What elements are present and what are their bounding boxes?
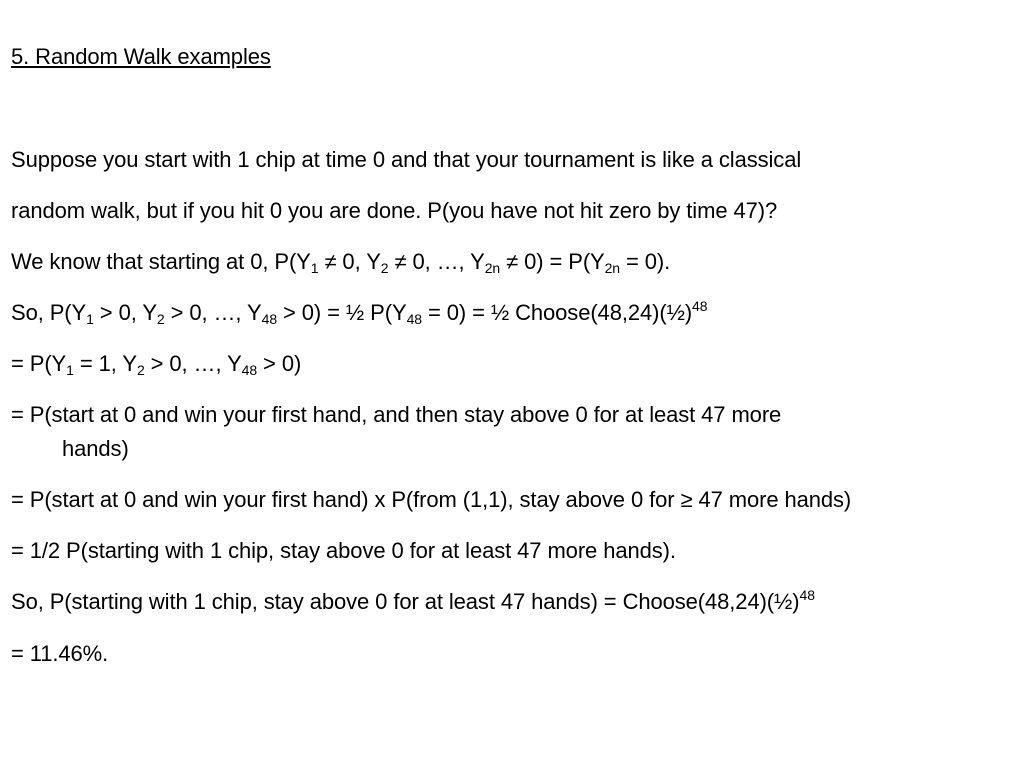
subscript: 2 <box>136 362 145 378</box>
text-line-3 <box>11 249 670 275</box>
slide-title: 5. Random Walk examples <box>11 44 271 69</box>
subscript: 48 <box>241 362 258 378</box>
text-line-5 <box>11 351 301 377</box>
text-run: ≠ 0, …, Y <box>388 249 485 274</box>
superscript: 48 <box>692 298 708 314</box>
text-line-2: random walk, but if you hit 0 you are done. P(you have not hit zero by time 47)? <box>11 198 778 223</box>
subscript: 2 <box>380 260 389 276</box>
text-line-9 <box>11 589 815 615</box>
text-line-1: Suppose you start with 1 chip at time 0 and that your tournament is like a classical <box>11 147 802 172</box>
text-line-8: = 1/2 P(starting with 1 chip, stay above 0 for at least 47 more hands). <box>11 538 676 563</box>
text-run: = 0) = ½ Choose(48,24)(½) <box>421 300 693 325</box>
text-run: > 0, …, Y <box>144 351 242 376</box>
text-run: ≠ 0, Y <box>318 249 381 274</box>
text-run: > 0, …, Y <box>164 300 262 325</box>
text-run: = 1, Y <box>73 351 137 376</box>
text-line-6: = P(start at 0 and win your first hand, and then stay above 0 for at least 47 more <box>11 402 782 427</box>
subscript: 2 <box>156 311 165 327</box>
subscript: 1 <box>66 362 74 378</box>
text-run: We know that starting at 0, P(Y <box>11 249 311 274</box>
text-run: ≠ 0) = P(Y <box>500 249 605 274</box>
subscript: 2n <box>604 260 620 276</box>
text-line-7: = P(start at 0 and win your first hand) x P(from (1,1), stay above 0 for ≥ 47 more hands) <box>11 487 852 512</box>
text-line-10: = 11.46%. <box>11 641 109 666</box>
text-run: = P(Y <box>11 351 67 376</box>
text-run: So, P(Y <box>11 300 87 325</box>
subscript: 2n <box>484 260 501 276</box>
subscript: 1 <box>86 311 94 327</box>
text-run: So, P(starting with 1 chip, stay above 0 for at least 47 hands) = Choose(48,24)(½) <box>11 589 800 614</box>
text-line-4 <box>11 300 707 326</box>
subscript: 48 <box>406 311 422 327</box>
subscript: 48 <box>261 311 278 327</box>
text-run: > 0) = ½ P(Y <box>277 300 407 325</box>
text-line-6-continued: hands) <box>62 436 129 461</box>
subscript: 1 <box>310 260 319 276</box>
superscript: 48 <box>799 587 815 603</box>
text-run: > 0) <box>257 351 302 376</box>
text-run: = 0). <box>620 249 671 274</box>
text-run: > 0, Y <box>93 300 157 325</box>
